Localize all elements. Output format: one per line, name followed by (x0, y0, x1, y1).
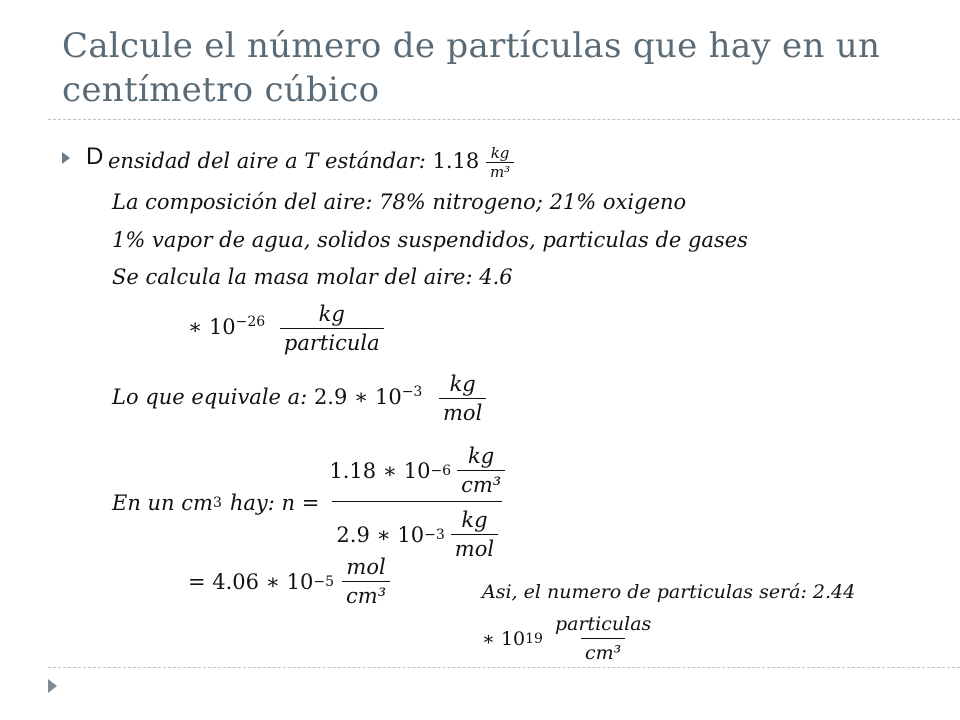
big-den-unit-num: kg (461, 508, 488, 532)
molar-mass-unit-num: kg (318, 302, 345, 326)
density-label: ensidad del aire a T estándar: (108, 149, 426, 173)
equivalent-unit-num: kg (449, 372, 476, 396)
cm3-line: En un cm 3 hay: n = 1.18 ∗ 10 −6 $\frac{kg}{\text{cm³}}$ 2.9 ∗ 10 −3 $\frac{kg}{\text{mol}}$ (112, 442, 509, 563)
result-unit-num: mol (346, 555, 386, 579)
molar-mass-unit-den: particula (280, 328, 384, 357)
particles-unit-num: particulas (554, 613, 652, 635)
big-num-unit-num: kg (468, 444, 495, 468)
particles-unit-den: cm³ (581, 638, 625, 667)
bullet-letter: D (86, 143, 104, 170)
title-divider (48, 119, 960, 120)
density-unit-num: kg (490, 144, 510, 162)
cm3-tail: hay: n = (229, 490, 320, 515)
molar-mass-exp: −26 (235, 314, 266, 330)
slide-title: Calcule el número de partículas que hay en un centímetro cúbico (62, 26, 881, 110)
big-fraction-denominator: 2.9 ∗ 10 −3 $\frac{kg}{\text{mol}}$ (332, 501, 502, 563)
vapor-line: 1% vapor de agua, solidos suspendidos, particulas de gases (112, 228, 748, 252)
particles-unit (551, 610, 655, 667)
footer-triangle-icon (48, 679, 57, 693)
big-num-unit (457, 442, 505, 499)
particles-unit-line: ∗ 10 19 $\frac{\text{particulas}}{\text{cm³}}$ (482, 610, 655, 667)
footer-divider (48, 667, 960, 668)
bullet-triangle-icon (62, 152, 70, 164)
molar-mass-factor: ∗ 10 (188, 315, 236, 339)
equivalent-exp: −3 (401, 384, 423, 400)
particles-factor: ∗ 10 (482, 627, 526, 650)
molar-mass-unit (280, 300, 384, 357)
density-line (108, 144, 514, 181)
cm3-label: En un cm (112, 490, 213, 515)
equivalent-label: Lo que equivale a: (112, 385, 308, 409)
big-num-unit-den: cm³ (457, 470, 505, 499)
density-unit (486, 144, 514, 181)
particles-line: Asi, el numero de particulas será: 2.44 (482, 581, 856, 603)
composition-line: La composición del aire: 78% nitrogeno; 21% oxigeno (112, 190, 687, 214)
equivalent-line (112, 370, 486, 427)
density-unit-den: m³ (486, 162, 514, 181)
equivalent-value: 2.9 ∗ 10 (313, 385, 402, 409)
density-value: 1.18 (432, 149, 480, 173)
big-num-value: 1.18 ∗ 10 (329, 458, 431, 483)
big-den-unit (451, 506, 498, 563)
result-unit-den: cm³ (342, 581, 390, 610)
result-unit (342, 553, 390, 610)
molar-mass-unit-line (188, 300, 384, 357)
equivalent-unit-den: mol (439, 398, 486, 427)
big-fraction (325, 442, 509, 563)
result-line: = 4.06 ∗ 10 −5 $\frac{\text{mol}}{\text{cm³}}$ (188, 553, 390, 610)
equivalent-unit (439, 370, 486, 427)
molar-mass-line: Se calcula la masa molar del aire: 4.6 (112, 265, 513, 289)
big-den-unit-den: mol (451, 534, 498, 563)
result-value: = 4.06 ∗ 10 (188, 569, 314, 594)
big-fraction-numerator: 1.18 ∗ 10 −6 $\frac{kg}{\text{cm³}}$ (325, 442, 509, 501)
big-den-value: 2.9 ∗ 10 (336, 522, 425, 547)
